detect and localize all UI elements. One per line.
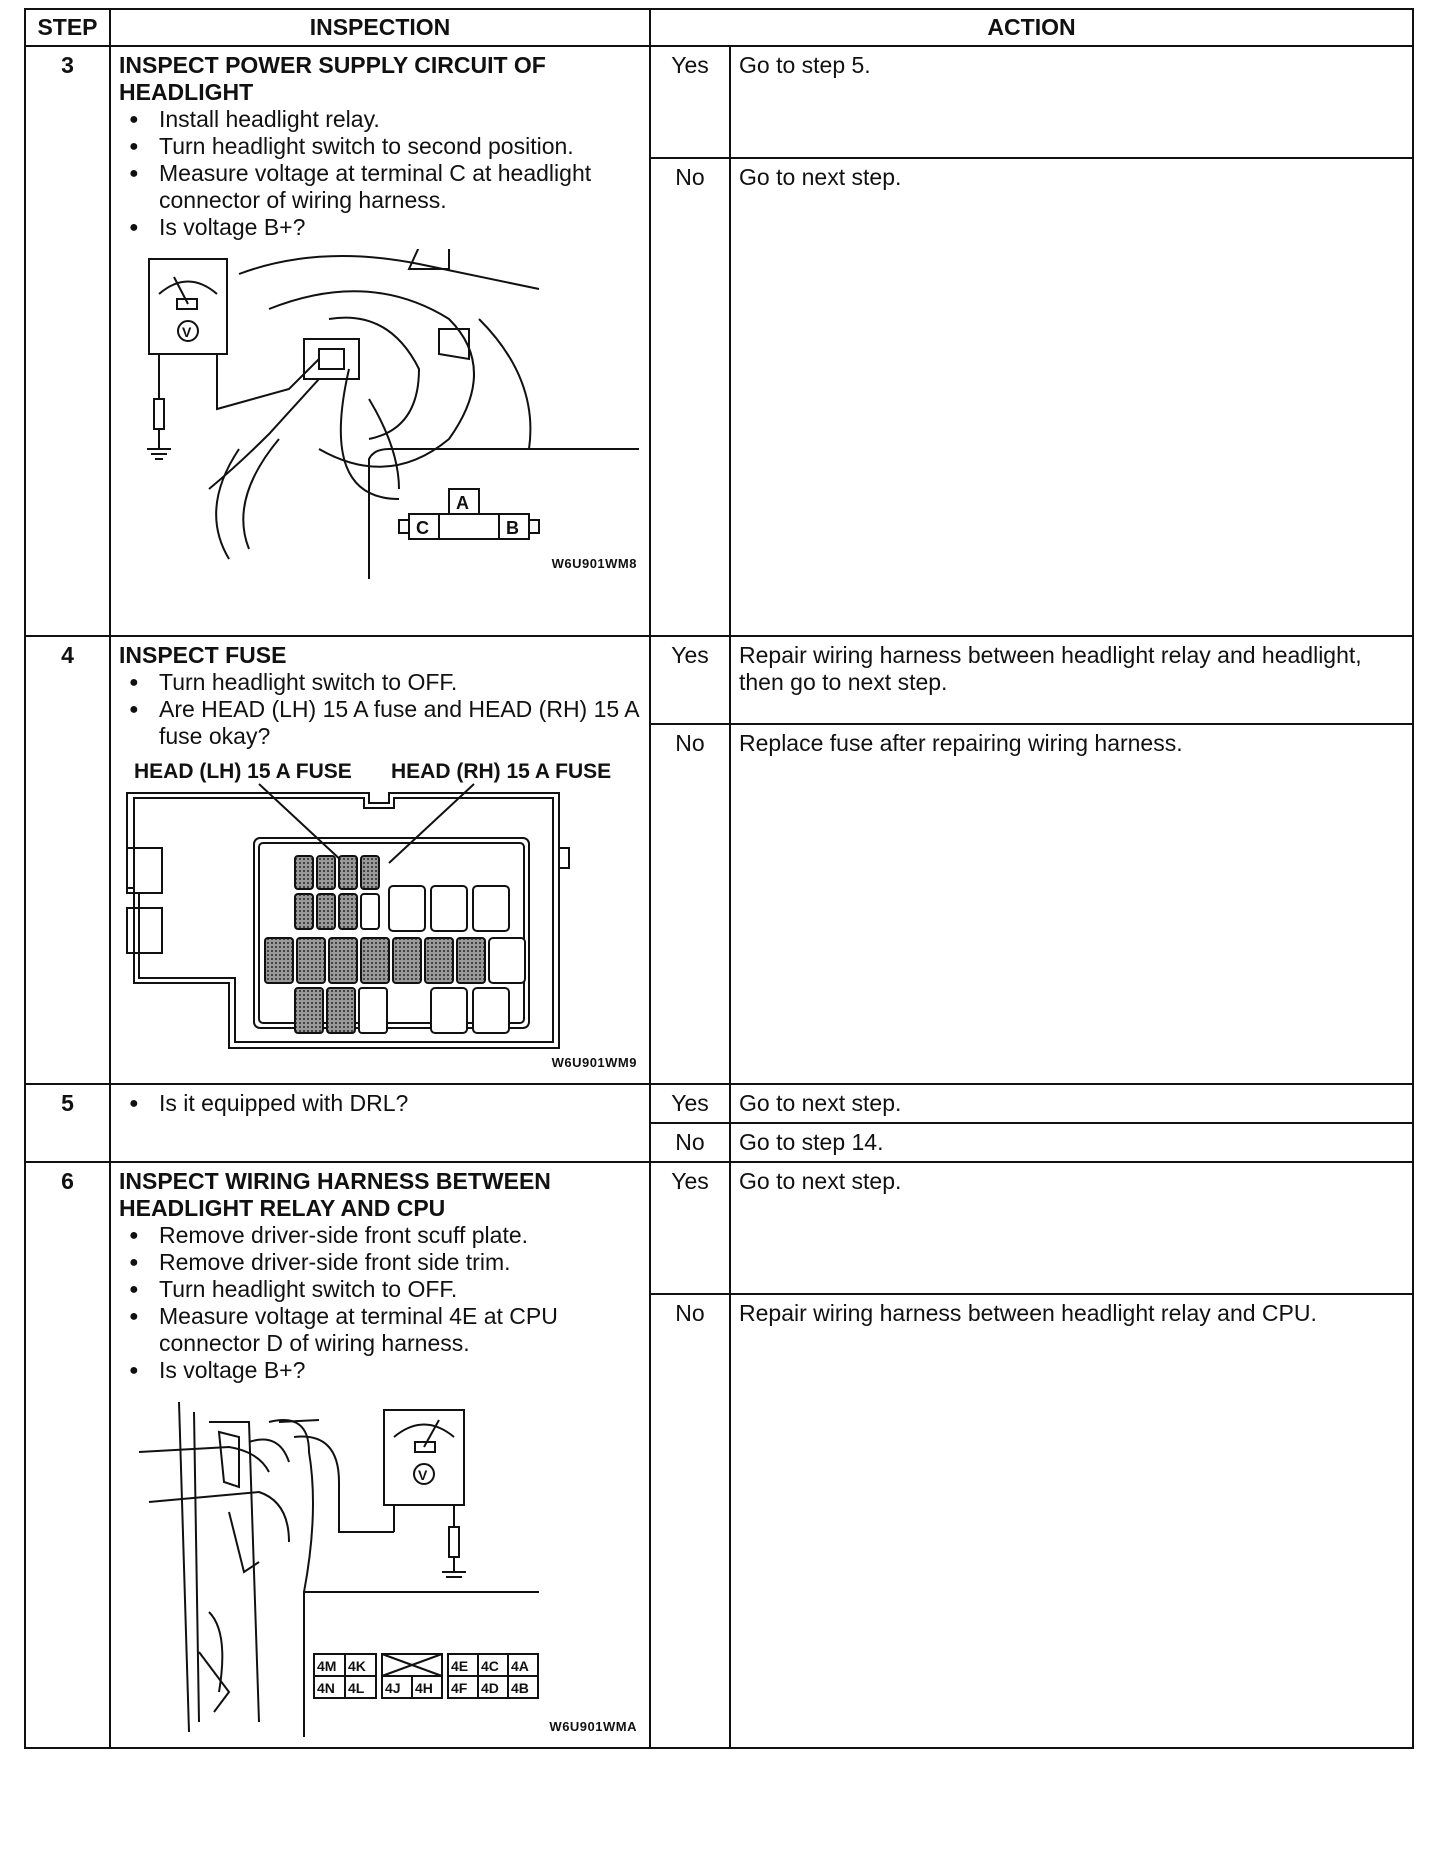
pin-label: 4H bbox=[415, 1680, 433, 1696]
fuse-box-illustration bbox=[119, 758, 639, 1078]
bullet-list bbox=[119, 1090, 641, 1117]
pin-label: 4D bbox=[481, 1680, 499, 1696]
bullet-item: ● Is voltage B+? bbox=[159, 214, 641, 241]
voltmeter-symbol: V bbox=[182, 324, 192, 340]
pin-label: 4F bbox=[451, 1680, 468, 1696]
step-3-yes-row bbox=[25, 46, 1413, 158]
step-4-yes-row bbox=[25, 636, 1413, 724]
fuse-label-lh: HEAD (LH) 15 A FUSE bbox=[134, 760, 352, 783]
pin-label: 4L bbox=[348, 1680, 365, 1696]
troubleshooting-table bbox=[24, 8, 1414, 1749]
step-6-inspection bbox=[110, 1162, 650, 1748]
bullet-item: ● Remove driver-side front side trim. bbox=[159, 1249, 641, 1276]
header-inspection: INSPECTION bbox=[110, 9, 650, 46]
yes-action: Repair wiring harness between headlight relay and headlight, then go to next step. bbox=[730, 636, 1413, 724]
no-label: No bbox=[650, 158, 730, 636]
pin-label: 4N bbox=[317, 1680, 335, 1696]
bullet-list bbox=[119, 1222, 641, 1384]
bullet-list bbox=[119, 106, 641, 241]
header-step: STEP bbox=[25, 9, 110, 46]
no-action: Go to next step. bbox=[730, 158, 1413, 636]
pin-label: 4J bbox=[385, 1680, 401, 1696]
no-action: Repair wiring harness between headlight relay and CPU. bbox=[730, 1294, 1413, 1748]
step-3-inspection bbox=[110, 46, 650, 636]
step-number: 5 bbox=[25, 1084, 110, 1162]
bullet-item: ● Turn headlight switch to OFF. bbox=[159, 1276, 641, 1303]
figure-code: W6U901WM8 bbox=[551, 556, 637, 571]
header-row bbox=[25, 9, 1413, 46]
no-action: Go to step 14. bbox=[730, 1123, 1413, 1162]
pin-label: 4A bbox=[511, 1658, 529, 1674]
cpu-connector-figure bbox=[119, 1392, 641, 1742]
yes-label: Yes bbox=[650, 1084, 730, 1123]
step-title: INSPECT FUSE bbox=[119, 642, 287, 668]
pin-label: 4K bbox=[348, 1658, 366, 1674]
bullet-item: ● Measure voltage at terminal C at headlight connector of wiring harness. bbox=[159, 160, 641, 214]
yes-action: Go to next step. bbox=[730, 1162, 1413, 1294]
yes-label: Yes bbox=[650, 46, 730, 158]
pin-label: 4C bbox=[481, 1658, 499, 1674]
no-label: No bbox=[650, 1123, 730, 1162]
header-action: ACTION bbox=[650, 9, 1413, 46]
terminal-a-label: A bbox=[456, 493, 469, 513]
step-title: INSPECT WIRING HARNESS BETWEEN HEADLIGHT RELAY AND CPU bbox=[119, 1168, 551, 1221]
bullet-item: ● Are HEAD (LH) 15 A fuse and HEAD (RH) 15 A fuse okay? bbox=[159, 696, 641, 750]
bullet-item: ● Is it equipped with DRL? bbox=[159, 1090, 641, 1117]
bullet-list bbox=[119, 669, 641, 750]
yes-label: Yes bbox=[650, 636, 730, 724]
bullet-item: ● Is voltage B+? bbox=[159, 1357, 641, 1384]
terminal-b-label: B bbox=[506, 518, 519, 538]
pin-label: 4E bbox=[451, 1658, 469, 1674]
no-label: No bbox=[650, 1294, 730, 1748]
bullet-item: ● Measure voltage at terminal 4E at CPU connector D of wiring harness. bbox=[159, 1303, 641, 1357]
step-number: 3 bbox=[25, 46, 110, 636]
step-4-inspection bbox=[110, 636, 650, 1084]
no-label: No bbox=[650, 724, 730, 1084]
yes-action: Go to next step. bbox=[730, 1084, 1413, 1123]
step-number: 4 bbox=[25, 636, 110, 1084]
yes-action: Go to step 5. bbox=[730, 46, 1413, 158]
pin-label: 4B bbox=[511, 1680, 529, 1696]
voltmeter-symbol: V bbox=[418, 1467, 428, 1483]
step-5-inspection bbox=[110, 1084, 650, 1162]
fuse-box-figure bbox=[119, 758, 641, 1078]
pin-label: 4M bbox=[317, 1658, 337, 1674]
step-title: INSPECT POWER SUPPLY CIRCUIT OF HEADLIGHT bbox=[119, 52, 546, 105]
headlight-illustration bbox=[119, 249, 639, 579]
bullet-item: ● Remove driver-side front scuff plate. bbox=[159, 1222, 641, 1249]
fuse-label-rh: HEAD (RH) 15 A FUSE bbox=[391, 760, 612, 783]
step-number: 6 bbox=[25, 1162, 110, 1748]
bullet-item: ● Turn headlight switch to OFF. bbox=[159, 669, 641, 696]
cpu-voltage-illustration bbox=[119, 1392, 639, 1742]
terminal-c-label: C bbox=[416, 518, 429, 538]
bullet-item: ● Install headlight relay. bbox=[159, 106, 641, 133]
headlight-voltage-figure bbox=[119, 249, 641, 579]
step-5-yes-row bbox=[25, 1084, 1413, 1123]
yes-label: Yes bbox=[650, 1162, 730, 1294]
figure-code: W6U901WMA bbox=[549, 1719, 637, 1734]
figure-code: W6U901WM9 bbox=[551, 1055, 637, 1070]
bullet-item: ● Turn headlight switch to second position. bbox=[159, 133, 641, 160]
no-action: Replace fuse after repairing wiring harness. bbox=[730, 724, 1413, 1084]
step-6-yes-row bbox=[25, 1162, 1413, 1294]
